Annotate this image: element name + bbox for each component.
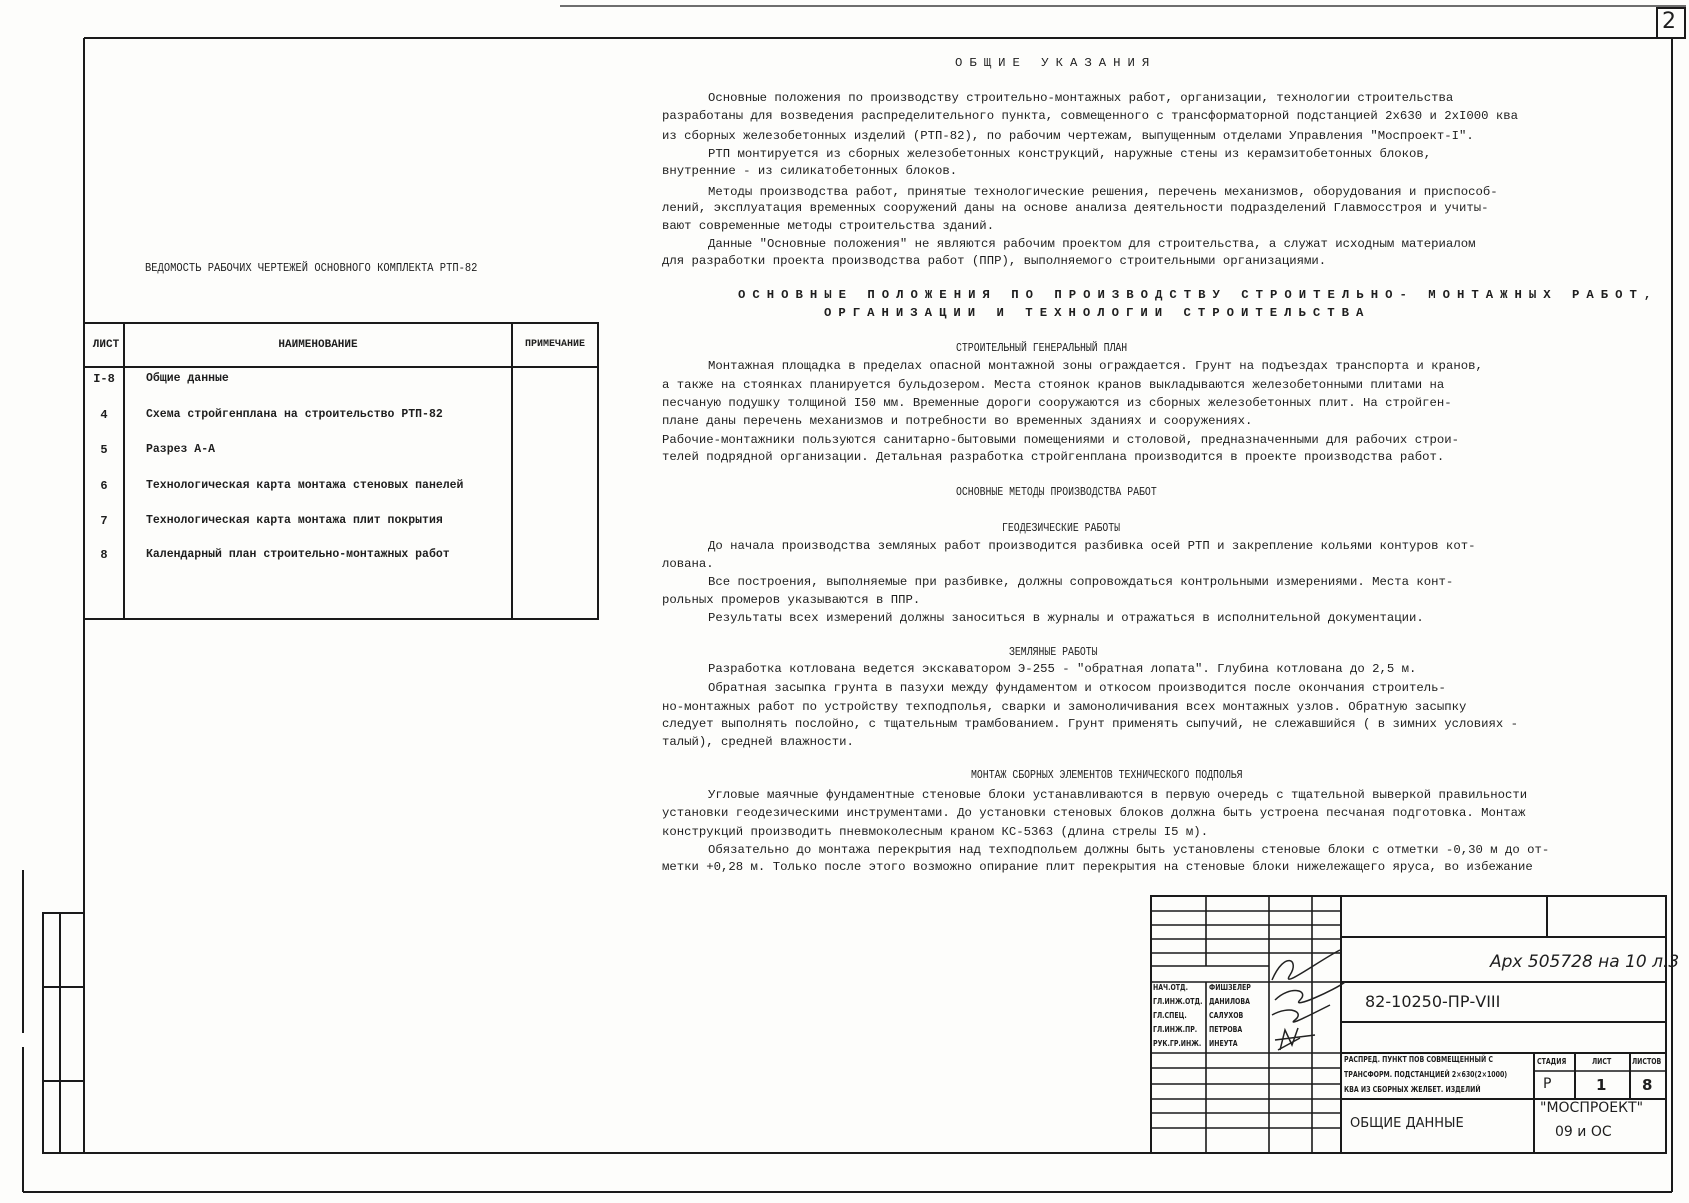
geodetic-text-line: Все построения, выполняемые при разбивке, должны сопровождаться контрольными измерениями. Места конт- — [708, 575, 1454, 589]
sheet-number: 6 — [100, 479, 108, 493]
sheet-value: 1 — [1596, 1076, 1607, 1094]
signatory-role: ГЛ.СПЕЦ. — [1153, 1011, 1187, 1020]
sheets-value: 8 — [1642, 1076, 1653, 1094]
sheet-name: Технологическая карта монтажа стеновых панелей — [146, 479, 464, 492]
organization-name: "МОСПРОЕКТ" — [1540, 1100, 1644, 1116]
signatory-name: ДАНИЛОВА — [1209, 997, 1250, 1006]
signatory-role: НАЧ.ОТД. — [1153, 983, 1188, 992]
organization-department: 09 и ОС — [1555, 1124, 1612, 1140]
site-plan-text-line: песчаную подушку толщиной I50 мм. Временные дороги сооружаются из сборных железобетонных плит. На стройген- — [662, 396, 1452, 410]
signatory-name: ФИШЗЕЛЕР — [1209, 983, 1251, 992]
drawing-code: 82-10250-ПР-VIII — [1365, 992, 1501, 1011]
sheet-name: Общие данные — [146, 372, 229, 385]
general-text-line: из сборных железобетонных изделий (РТП-82), по рабочим чертежам, выпущенным отделами Управления "Моспроект-I". — [662, 129, 1474, 143]
general-text-line: для разработки проекта производства работ (ППР), выполняемого строительными организациями. — [662, 254, 1327, 268]
signatures — [1272, 950, 1345, 1050]
archive-reference: Арх 505728 на 10 л.3 — [1490, 952, 1680, 972]
sheet-number: 4 — [100, 408, 108, 422]
earthworks-text-line: следует выполнять послойно, с тщательным трамбованием. Грунт применять сыпучий, не слежавшийся ( в зимних условиях - — [662, 717, 1519, 731]
geodetic-title: ГЕОДЕЗИЧЕСКИЕ РАБОТЫ — [1002, 521, 1121, 535]
site-plan-text-line: телей подрядной организации. Детальная разработка стройгенплана производится в проекте производства работ. — [662, 450, 1445, 464]
geodetic-text-line: лована. — [662, 557, 714, 571]
geodetic-text-line: До начала производства земляных работ производится разбивка осей РТП и закрепление кольями контуров кот- — [708, 539, 1476, 553]
sheet-list-header-sheet: ЛИСТ — [92, 339, 120, 351]
assembly-text-line: Угловые маячные фундаментные стеновые блоки устанавливаются в первую очередь с тщательной выверкой правильности — [708, 788, 1528, 802]
sheet-name: Календарный план строительно-монтажных работ — [146, 548, 450, 561]
general-text-line: разработаны для возведения распределительного пункта, совмещенного с трансформаторной подстанцией 2х630 и 2хI000 ква — [662, 109, 1519, 123]
site-plan-title: СТРОИТЕЛЬНЫЙ ГЕНЕРАЛЬНЫЙ ПЛАН — [956, 341, 1128, 355]
sheet-number: I-8 — [93, 372, 115, 386]
geodetic-text-line: рольных промеров указываются в ППР. — [662, 593, 921, 607]
general-text-line: лений, эксплуатация временных сооружений даны на основе анализа деятельности подразделений Главмосстроя и учиты- — [662, 201, 1489, 215]
methods-title: ОСНОВНЫЕ МЕТОДЫ ПРОИЗВОДСТВА РАБОТ — [956, 485, 1157, 499]
assembly-text-line: Обязательно до монтажа перекрытия над техподпольем должны быть установлены стеновые блоки с отметки -0,30 м до от- — [708, 843, 1550, 857]
drawing-description-1: РАСПРЕД. ПУНКТ ПОВ СОВМЕЩЕННЫЙ С — [1344, 1055, 1493, 1064]
sheet-list-title: ВЕДОМОСТЬ РАБОЧИХ ЧЕРТЕЖЕЙ ОСНОВНОГО КОМПЛЕКТА РТП-82 — [145, 261, 478, 275]
signatory-role: ГЛ.ИНЖ.ПР. — [1153, 1025, 1198, 1034]
site-plan-text-line: Рабочие-монтажники пользуются санитарно-бытовыми помещениями и столовой, предназначенными для рабочих строи- — [662, 433, 1459, 447]
sheet-list-header-name: НАИМЕНОВАНИЕ — [278, 339, 358, 351]
earthworks-text-line: но-монтажных работ по устройству техподполья, сварки и замоноличивания всех монтажных узлов. Обратную засыпку — [662, 700, 1467, 714]
site-plan-text-line: а также на стоянках планируется бульдозером. Места стоянок кранов выкладываются железобетонными плитами на — [662, 378, 1445, 392]
sheet-number: 5 — [100, 443, 108, 457]
signatory-name: ПЕТРОВА — [1209, 1025, 1243, 1034]
sheet-title: ОБЩИЕ ДАННЫЕ — [1350, 1116, 1464, 1131]
assembly-text-line: установки геодезическими инструментами. До установки стеновых блоков должна быть устроена песчаная подготовка. Монтаж — [662, 806, 1526, 820]
sheet-number: 8 — [100, 548, 108, 562]
signatory-name: ИНЕУТА — [1209, 1039, 1238, 1048]
sheet-name: Разрез А-А — [146, 443, 216, 456]
sheet-name: Технологическая карта монтажа плит покрытия — [146, 514, 443, 527]
signatory-role: РУК.ГР.ИНЖ. — [1153, 1039, 1202, 1048]
sheet-label: ЛИСТ — [1592, 1057, 1612, 1066]
geodetic-text-line: Результаты всех измерений должны заноситься в журналы и отражаться в исполнительной документации. — [708, 611, 1424, 625]
earthworks-text-line: Обратная засыпка грунта в пазухи между фундаментом и откосом производится после окончания строитель- — [708, 681, 1446, 695]
assembly-title: МОНТАЖ СБОРНЫХ ЭЛЕМЕНТОВ ТЕХНИЧЕСКОГО ПОДПОЛЬЯ — [971, 768, 1243, 782]
general-text-line: вают современные методы строительства зданий. — [662, 219, 995, 233]
general-title: ОБЩИЕ УКАЗАНИЯ — [955, 56, 1157, 70]
stage-label: СТАДИЯ — [1537, 1057, 1567, 1066]
earthworks-title: ЗЕМЛЯНЫЕ РАБОТЫ — [1009, 645, 1098, 659]
site-plan-text-line: Монтажная площадка в пределах опасной монтажной зоны ограждается. Грунт на подъездах транспорта и кранов, — [708, 359, 1483, 373]
site-plan-text-line: плане даны перечень механизмов и потребности во временных зданиях и сооружениях. — [662, 414, 1253, 428]
sheets-label: ЛИСТОВ — [1632, 1057, 1662, 1066]
sheet-number: 7 — [100, 514, 108, 528]
drawing-description-2: ТРАНСФОРМ. ПОДСТАНЦИЕЙ 2×630(2×1000) — [1344, 1070, 1508, 1079]
main-heading-line-2: ОРГАНИЗАЦИИ И ТЕХНОЛОГИИ СТРОИТЕЛЬСТВА — [824, 306, 1371, 320]
drawing-description-3: КВА ИЗ СБОРНЫХ ЖЕЛБЕТ. ИЗДЕЛИЙ — [1344, 1085, 1481, 1094]
general-text-line: РТП монтируется из сборных железобетонных конструкций, наружные стены из керамзитобетонных блоков, — [708, 147, 1432, 161]
earthworks-text-line: талый), средней влажности. — [662, 735, 854, 749]
general-text-line: Основные положения по производству строительно-монтажных работ, организации, технологии строительства — [708, 91, 1454, 105]
general-text-line: внутренние - из силикатобетонных блоков. — [662, 164, 958, 178]
sheet-name: Схема стройгенплана на строительство РТП-82 — [146, 408, 443, 421]
sheet-list-header-note: ПРИМЕЧАНИЕ — [524, 339, 585, 350]
assembly-text-line: метки +0,28 м. Только после этого возможно опирание плит перекрытия на стеновые блоки нижележащего яруса, во избежание — [662, 860, 1533, 874]
earthworks-text-line: Разработка котлована ведется экскаватором Э-255 - "обратная лопата". Глубина котлована до 2,5 м. — [708, 662, 1417, 676]
stage-value: Р — [1543, 1076, 1552, 1092]
assembly-text-line: конструкций производить пневмоколесным краном КС-5363 (длина стрелы I5 м). — [662, 825, 1209, 839]
general-text-line: Методы производства работ, принятые технологические решения, перечень механизмов, оборудования и приспособ- — [708, 185, 1498, 199]
general-text-line: Данные "Основные положения" не являются рабочим проектом для строительства, а служат исходным материалом — [708, 237, 1476, 251]
signatory-name: САЛУХОВ — [1209, 1011, 1244, 1020]
page-number: 2 — [1662, 9, 1676, 34]
signatory-role: ГЛ.ИНЖ.ОТД. — [1153, 997, 1203, 1006]
main-heading-line-1: ОСНОВНЫЕ ПОЛОЖЕНИЯ ПО ПРОИЗВОДСТВУ СТРОИТЕЛЬНО- МОНТАЖНЫХ РАБОТ, — [738, 288, 1659, 302]
